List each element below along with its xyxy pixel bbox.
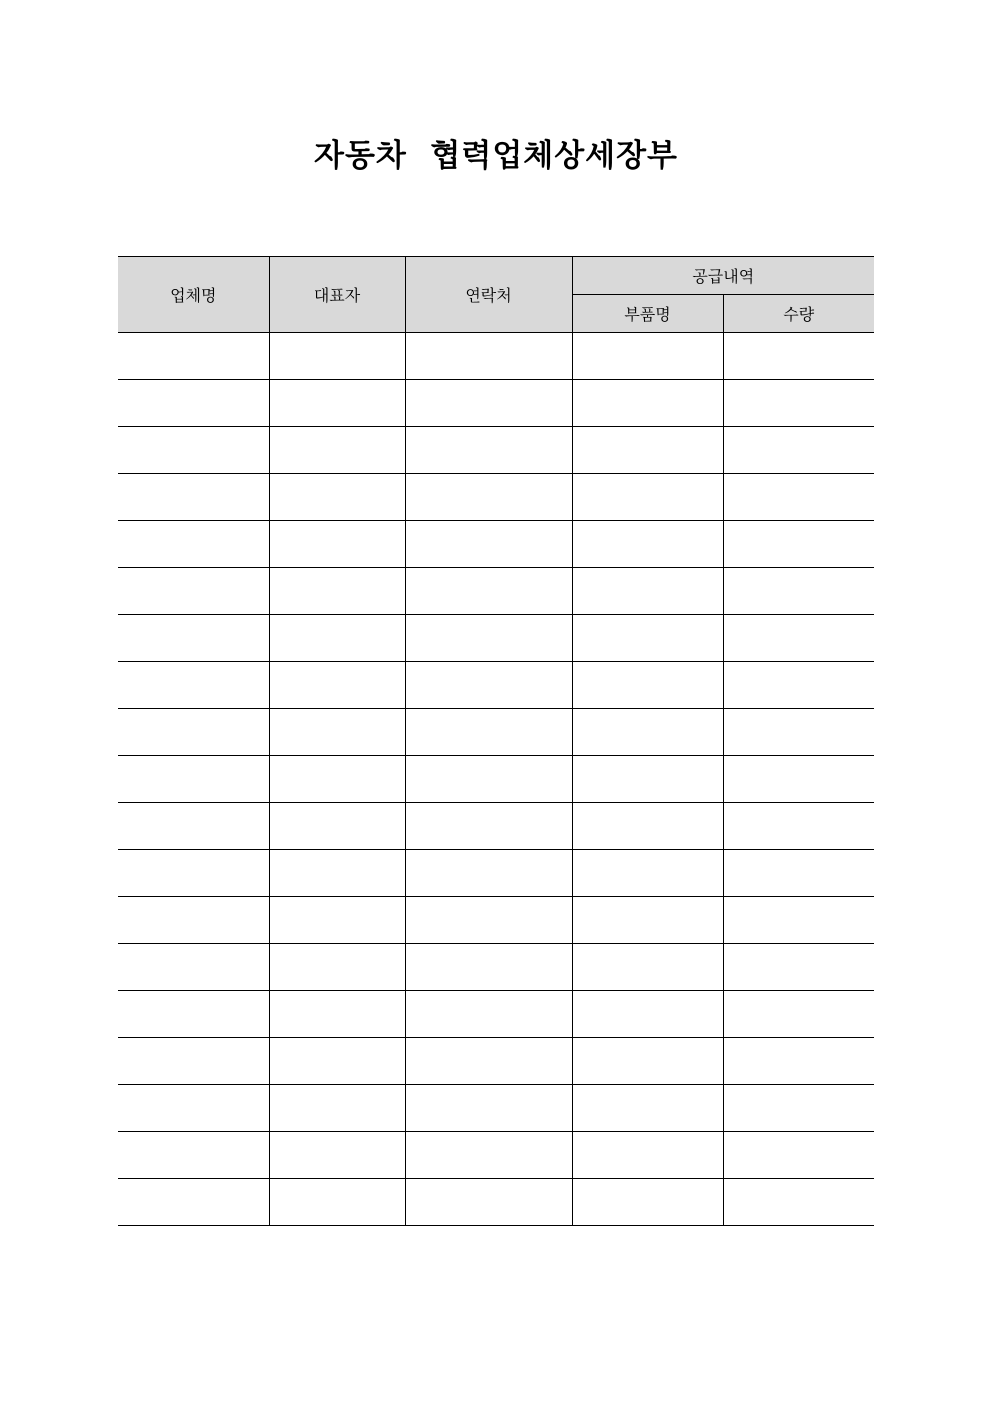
cell-company[interactable] (118, 991, 269, 1038)
cell-part-name[interactable] (572, 333, 723, 380)
cell-contact[interactable] (405, 474, 572, 521)
header-representative: 대표자 (269, 257, 405, 333)
cell-quantity[interactable] (723, 521, 874, 568)
cell-part-name[interactable] (572, 709, 723, 756)
table-row (118, 427, 874, 474)
cell-part-name[interactable] (572, 1038, 723, 1085)
cell-quantity[interactable] (723, 944, 874, 991)
cell-company[interactable] (118, 521, 269, 568)
cell-representative[interactable] (269, 333, 405, 380)
table-row (118, 662, 874, 709)
cell-contact[interactable] (405, 991, 572, 1038)
cell-representative[interactable] (269, 474, 405, 521)
cell-company[interactable] (118, 944, 269, 991)
cell-contact[interactable] (405, 756, 572, 803)
table-row (118, 521, 874, 568)
cell-part-name[interactable] (572, 474, 723, 521)
cell-company[interactable] (118, 662, 269, 709)
cell-quantity[interactable] (723, 568, 874, 615)
cell-quantity[interactable] (723, 803, 874, 850)
table-body (118, 333, 874, 1226)
cell-part-name[interactable] (572, 615, 723, 662)
cell-company[interactable] (118, 427, 269, 474)
cell-company[interactable] (118, 474, 269, 521)
cell-quantity[interactable] (723, 380, 874, 427)
cell-quantity[interactable] (723, 474, 874, 521)
cell-representative[interactable] (269, 897, 405, 944)
cell-part-name[interactable] (572, 380, 723, 427)
cell-representative[interactable] (269, 1179, 405, 1226)
cell-quantity[interactable] (723, 1085, 874, 1132)
cell-contact[interactable] (405, 850, 572, 897)
cell-representative[interactable] (269, 709, 405, 756)
table-row (118, 756, 874, 803)
cell-company[interactable] (118, 756, 269, 803)
cell-representative[interactable] (269, 568, 405, 615)
cell-company[interactable] (118, 897, 269, 944)
cell-representative[interactable] (269, 662, 405, 709)
cell-quantity[interactable] (723, 991, 874, 1038)
cell-part-name[interactable] (572, 1132, 723, 1179)
cell-representative[interactable] (269, 615, 405, 662)
cell-contact[interactable] (405, 1085, 572, 1132)
table-row (118, 380, 874, 427)
table-row (118, 1038, 874, 1085)
cell-representative[interactable] (269, 944, 405, 991)
cell-representative[interactable] (269, 380, 405, 427)
cell-part-name[interactable] (572, 1179, 723, 1226)
cell-contact[interactable] (405, 333, 572, 380)
cell-quantity[interactable] (723, 1038, 874, 1085)
cell-quantity[interactable] (723, 709, 874, 756)
header-contact: 연락처 (405, 257, 572, 333)
cell-contact[interactable] (405, 662, 572, 709)
header-part-name: 부품명 (572, 295, 723, 333)
table-row (118, 1132, 874, 1179)
cell-company[interactable] (118, 709, 269, 756)
cell-company[interactable] (118, 568, 269, 615)
cell-contact[interactable] (405, 1038, 572, 1085)
header-company: 업체명 (118, 257, 269, 333)
cell-contact[interactable] (405, 944, 572, 991)
cell-representative[interactable] (269, 991, 405, 1038)
cell-company[interactable] (118, 1179, 269, 1226)
cell-representative[interactable] (269, 1132, 405, 1179)
page-title: 자동차 협력업체상세장부 (314, 138, 678, 174)
table-row (118, 897, 874, 944)
cell-contact[interactable] (405, 568, 572, 615)
cell-company[interactable] (118, 1038, 269, 1085)
cell-quantity[interactable] (723, 850, 874, 897)
cell-contact[interactable] (405, 380, 572, 427)
cell-representative[interactable] (269, 1085, 405, 1132)
header-quantity: 수량 (723, 295, 874, 333)
cell-contact[interactable] (405, 897, 572, 944)
table-row (118, 615, 874, 662)
cell-contact[interactable] (405, 803, 572, 850)
cell-part-name[interactable] (572, 568, 723, 615)
table-row (118, 803, 874, 850)
cell-quantity[interactable] (723, 1132, 874, 1179)
cell-part-name[interactable] (572, 427, 723, 474)
table-row (118, 991, 874, 1038)
cell-representative[interactable] (269, 427, 405, 474)
cell-company[interactable] (118, 333, 269, 380)
cell-company[interactable] (118, 615, 269, 662)
cell-quantity[interactable] (723, 1179, 874, 1226)
table-row (118, 709, 874, 756)
cell-contact[interactable] (405, 427, 572, 474)
table-row (118, 1179, 874, 1226)
table-row (118, 944, 874, 991)
cell-contact[interactable] (405, 709, 572, 756)
table-row (118, 1085, 874, 1132)
cell-quantity[interactable] (723, 427, 874, 474)
header-supply-group: 공급내역 (572, 257, 874, 295)
cell-part-name[interactable] (572, 662, 723, 709)
cell-representative[interactable] (269, 803, 405, 850)
cell-part-name[interactable] (572, 521, 723, 568)
table-row (118, 850, 874, 897)
table-row (118, 333, 874, 380)
cell-company[interactable] (118, 803, 269, 850)
cell-part-name[interactable] (572, 991, 723, 1038)
cell-contact[interactable] (405, 615, 572, 662)
cell-company[interactable] (118, 850, 269, 897)
cell-part-name[interactable] (572, 944, 723, 991)
cell-representative[interactable] (269, 1038, 405, 1085)
cell-company[interactable] (118, 1085, 269, 1132)
cell-contact[interactable] (405, 1179, 572, 1226)
cell-representative[interactable] (269, 850, 405, 897)
cell-quantity[interactable] (723, 756, 874, 803)
cell-company[interactable] (118, 380, 269, 427)
table-row (118, 474, 874, 521)
cell-contact[interactable] (405, 1132, 572, 1179)
cell-representative[interactable] (269, 521, 405, 568)
cell-quantity[interactable] (723, 897, 874, 944)
cell-part-name[interactable] (572, 1085, 723, 1132)
table-row (118, 568, 874, 615)
cell-company[interactable] (118, 1132, 269, 1179)
table-header-row (118, 257, 874, 295)
cell-representative[interactable] (269, 756, 405, 803)
supplier-ledger-table (118, 256, 874, 1226)
cell-quantity[interactable] (723, 333, 874, 380)
cell-part-name[interactable] (572, 850, 723, 897)
cell-part-name[interactable] (572, 756, 723, 803)
cell-part-name[interactable] (572, 897, 723, 944)
cell-quantity[interactable] (723, 615, 874, 662)
cell-quantity[interactable] (723, 662, 874, 709)
cell-part-name[interactable] (572, 803, 723, 850)
cell-contact[interactable] (405, 521, 572, 568)
